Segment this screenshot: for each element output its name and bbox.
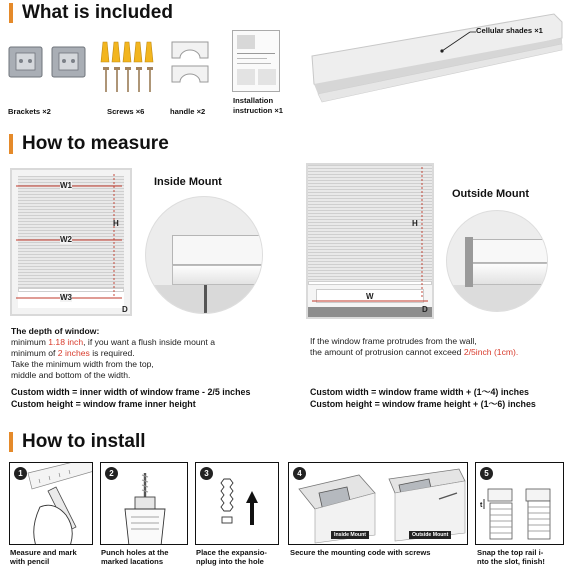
inside-mount-tag: Inside Mount bbox=[331, 531, 369, 539]
inside-dimension-lines bbox=[10, 168, 140, 320]
dim-d-inside: D bbox=[122, 305, 128, 314]
dim-w2: W2 bbox=[60, 235, 72, 244]
cellular-shade-image bbox=[308, 8, 566, 120]
expansion-plug-illustration bbox=[196, 463, 279, 545]
install-step-4-panel bbox=[288, 462, 468, 545]
outside-mount-title: Outside Mount bbox=[452, 188, 529, 200]
outside-height-formula: Custom height = window frame height + (1～6) inches bbox=[310, 399, 536, 409]
install-step-3-panel bbox=[195, 462, 279, 545]
step-number-3: 3 bbox=[200, 467, 213, 480]
step-4-caption: Secure the mounting code with screws bbox=[290, 548, 431, 557]
dim-w3: W3 bbox=[60, 293, 72, 302]
section-title-included: What is included bbox=[22, 2, 173, 23]
inside-width-formula: Custom width = inner width of window frame - 2/5 inches bbox=[11, 387, 251, 397]
pencil-mark-illustration bbox=[10, 463, 93, 545]
step-2-caption: Punch holes at the marked lacations bbox=[101, 548, 169, 566]
screws-image bbox=[98, 38, 160, 96]
shades-caption: Cellular shades ×1 bbox=[476, 26, 543, 35]
handle-caption: handle ×2 bbox=[170, 107, 206, 116]
handles-image bbox=[166, 38, 214, 88]
drill-illustration bbox=[101, 463, 188, 545]
step-1-caption: Measure and mark with pencil bbox=[10, 548, 77, 566]
section-bar bbox=[9, 3, 13, 23]
step-number-1: 1 bbox=[14, 467, 27, 480]
instruction-caption-line1: Installation bbox=[233, 96, 274, 105]
inside-height-formula: Custom height = window frame inner height bbox=[11, 399, 196, 409]
step-3-caption: Place the expansio- nplug into the hole bbox=[196, 548, 267, 566]
step-number-5: 5 bbox=[480, 467, 493, 480]
brackets-caption: Brackets ×2 bbox=[8, 107, 51, 116]
brackets-image bbox=[6, 42, 90, 82]
outside-protrusion-text: If the window frame protrudes from the wall, the amount of protrusion cannot exceed 2/5inch (1cm). bbox=[310, 336, 519, 357]
install-step-1-panel bbox=[9, 462, 93, 545]
outside-mount-tag: Outside Mount bbox=[409, 531, 451, 539]
outside-width-formula: Custom width = window frame width + (1～4) inches bbox=[310, 387, 529, 397]
install-step-2-panel bbox=[100, 462, 188, 545]
dim-d-outside: D bbox=[422, 305, 428, 314]
inside-depth-text: The depth of window: minimum 1.18 inch, if you want a flush inside mount a minimum of 2 inches is required. Take the minimum width from the top, middle and bottom of the width. bbox=[11, 326, 215, 380]
section-bar bbox=[9, 134, 13, 154]
dim-h-inside: H bbox=[113, 219, 119, 228]
step-5-caption: Snap the top rail i- nto the slot, finish! bbox=[477, 548, 545, 566]
arrow-label: t bbox=[480, 502, 483, 509]
instruction-caption-line2: instruction ×1 bbox=[233, 106, 284, 115]
step-number-2: 2 bbox=[105, 467, 118, 480]
install-step-5-panel bbox=[475, 462, 564, 545]
section-bar bbox=[9, 432, 13, 452]
dim-w1: W1 bbox=[60, 181, 72, 190]
snap-rail-illustration bbox=[476, 463, 564, 545]
section-title-install: How to install bbox=[22, 431, 146, 452]
dim-w-outside: W bbox=[366, 292, 374, 301]
dim-h-outside: H bbox=[412, 219, 418, 228]
screws-caption: Screws ×6 bbox=[107, 107, 145, 116]
step-number-4: 4 bbox=[293, 467, 306, 480]
section-title-measure: How to measure bbox=[22, 133, 169, 154]
inside-mount-title: Inside Mount bbox=[154, 176, 222, 188]
outside-mount-detail bbox=[446, 210, 548, 312]
inside-mount-detail bbox=[145, 196, 263, 314]
instruction-booklet-image bbox=[232, 30, 280, 92]
